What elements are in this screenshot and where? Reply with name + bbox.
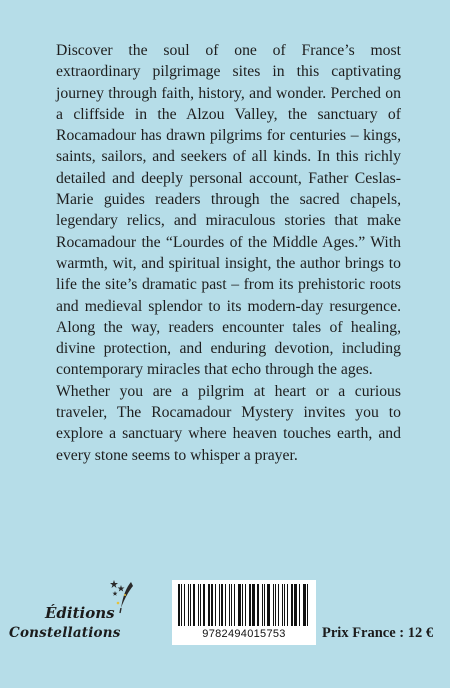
barcode-bar: [278, 584, 279, 626]
barcode-bar: [257, 584, 259, 626]
barcode-bar: [198, 584, 199, 626]
barcode-bar: [242, 584, 243, 626]
barcode-bar: [294, 584, 297, 626]
isbn-number: 9782494015753: [202, 628, 286, 640]
barcode-bar: [219, 584, 220, 626]
barcode-bar: [188, 584, 189, 626]
barcode-bar: [211, 584, 213, 626]
barcode-bar: [307, 584, 308, 626]
barcode-bar: [245, 584, 246, 626]
barcode-bar: [234, 584, 235, 626]
barcode-bar: [229, 584, 230, 626]
barcode-bar: [178, 584, 180, 626]
barcode-bars: [176, 584, 312, 626]
barcode-bar: [184, 584, 185, 626]
barcode-bar: [267, 584, 270, 626]
barcode-bar: [190, 584, 191, 626]
publisher-logo: [9, 578, 175, 641]
barcode-bar: [252, 584, 255, 626]
barcode-bar: [181, 584, 182, 626]
barcode-bar: [284, 584, 285, 626]
barcode-bar: [215, 584, 216, 626]
price-label: Prix France : 12 €: [322, 625, 434, 641]
publisher-name-line1: Éditions: [45, 604, 115, 622]
barcode-bar: [299, 584, 300, 626]
barcode-bar: [287, 584, 288, 626]
barcode-bar: [193, 584, 195, 626]
isbn-barcode: [172, 580, 316, 645]
barcode-bar: [200, 584, 201, 626]
blurb-paragraph-2: Whether you are a pilgrim at heart or a curious traveler, The Rocamadour Mystery invites you to explore a sanctuary where heaven touches earth, and every stone seems to whisper a prayer.: [56, 382, 401, 464]
barcode-bar: [291, 584, 293, 626]
barcode-bar: [303, 584, 306, 626]
barcode-bar: [249, 584, 251, 626]
barcode-bar: [273, 584, 274, 626]
barcode-bar: [203, 584, 205, 626]
barcode-bar: [208, 584, 210, 626]
barcode-bar: [231, 584, 232, 626]
publisher-name-line2: Constellations: [9, 625, 121, 641]
barcode-bar: [262, 584, 263, 626]
barcode-bar: [275, 584, 276, 626]
barcode-bar: [264, 584, 265, 626]
barcode-bar: [238, 584, 241, 626]
barcode-bar: [221, 584, 223, 626]
blurb-paragraph-1: Discover the soul of one of France’s most extraordinary pilgrimage sites in this captivating journey through faith, history, and wonder. Perched on a cliffside in the Alzou Valley, the sanctuary of Rocamadour has drawn pilgrims for centuries – kings, saints, sailors, and seekers of all kinds. In this richly detailed and deeply personal account, Father Ceslas-Marie guides readers through the sacred chapels, legendary relics, and miraculous stories that make Rocamadour the “Lourdes of the Middle Ages.” With warmth, wit, and spiritual insight, the author brings to life the site’s dramatic past – from its prehistoric roots and medieval splendor to its modern-day resurgence. Along the way, readers encounter tales of healing, divine protection, and enduring devotion, including contemporary miracles that echo through the ages.: [56, 42, 401, 379]
barcode-bar: [282, 584, 283, 626]
back-cover-blurb: [56, 40, 401, 466]
barcode-bar: [225, 584, 226, 626]
